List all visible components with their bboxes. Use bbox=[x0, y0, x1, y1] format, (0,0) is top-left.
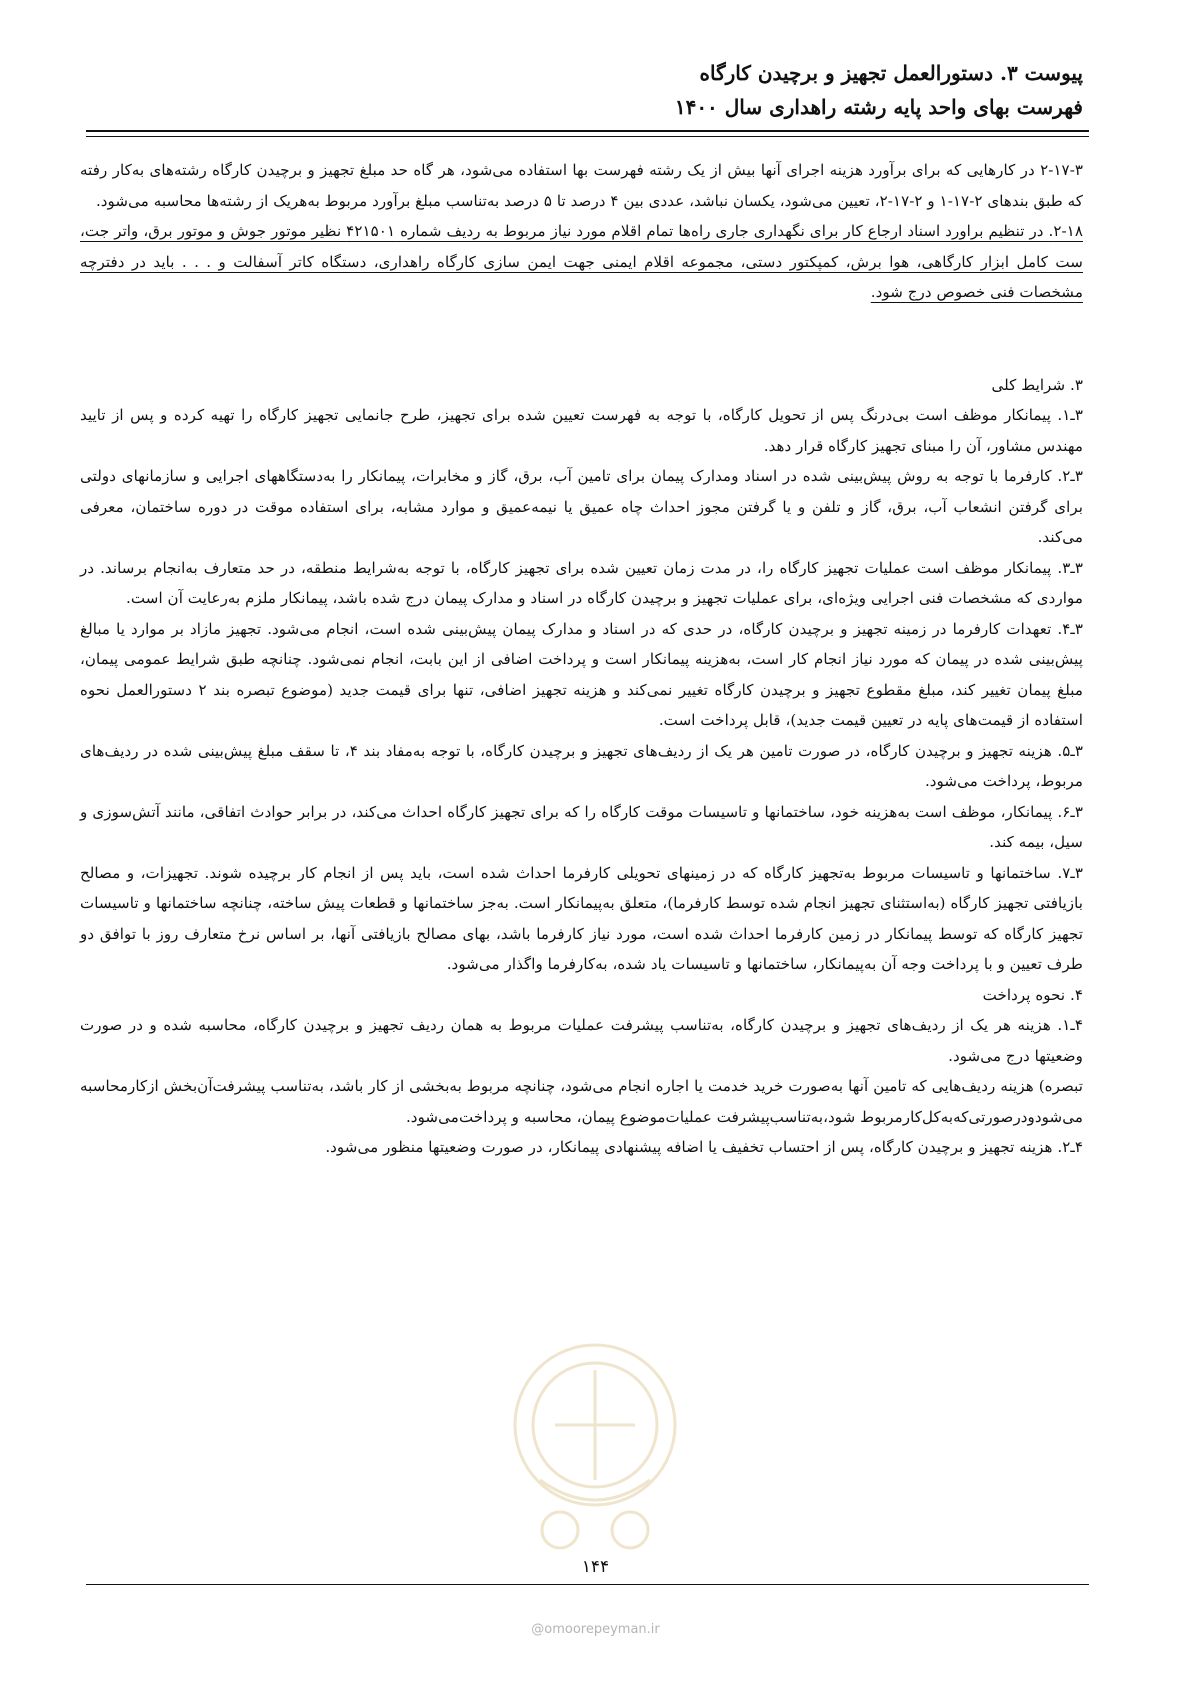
page-body bbox=[80, 155, 1083, 1163]
page-header bbox=[103, 56, 1083, 124]
header-subtitle: فهرست بهای واحد پایه رشته راهداری سال ۱۴۰۰ bbox=[674, 95, 1083, 119]
header-title: پیوست ۳. دستورالعمل تجهیز و برچیدن کارگاه bbox=[699, 61, 1083, 85]
paragraph-2-18: ۲-۱۸. در تنظیم براورد اسناد ارجاع کار برای نگهداری جاری راه‌ها تمام اقلام مورد نیاز مربوط به ردیف شماره ۴۲۱۵۰۱ نظیر موتور جوش و موتور برق، واتر جت، ست کامل ابزار کارگاهی، هوا برش، کمپکتور دستی، مجموعه اقلام ایمنی جهت ایمن سازی کارگاه راهداری، دستگاه کاتر آسفالت و . . . باید در دفترچه مشخصات فنی خصوص درج شود. bbox=[80, 222, 1083, 301]
item-4-2: ۴ـ۲. هزینه تجهیز و برچیدن کارگاه، پس از احتساب تخفیف یا اضافه پیشنهادی پیمانکار، در صورت وضعیتها منظور می‌شود. bbox=[325, 1138, 1083, 1156]
item-4-1: ۴ـ۱. هزینه هر یک از ردیف‌های تجهیز و برچیدن کارگاه، به‌تناسب پیشرفت عملیات مربوط به همان ردیف تجهیز و برچیدن کارگاه، محاسبه شده و در صورت وضعیتها درج می‌شود. bbox=[80, 1016, 1083, 1065]
item-3-5: ۳ـ۵. هزینه تجهیز و برچیدن کارگاه، در صورت تامین هر یک از ردیف‌های تجهیز و برچیدن کارگاه، با توجه به‌مفاد بند ۴، تا سقف مبلغ پیش‌بینی شده در ردیف‌های مربوط، پرداخت می‌شود. bbox=[80, 741, 1084, 790]
item-3-2: ۳ـ۲. کارفرما با توجه به روش پیش‌بینی شده در اسناد ومدارک پیمان برای تامین آب، برق، گاز و مخابرات، پیمانکار را به‌دستگاههای اجرایی و سازمانهای دولتی برای گرفتن انشعاب آب، برق، گاز و تلفن و یا گرفتن مجوز احداث چاه عمیق یا نیمه‌عمیق و موارد مشابه، برای استفاده موقت در دوره ساختمان، معرفی می‌کند. bbox=[80, 467, 1083, 546]
section-4-title: ۴. نحوه پرداخت bbox=[982, 985, 1083, 1004]
header-rule bbox=[86, 130, 1089, 137]
item-3-6: ۳ـ۶. پیمانکار، موظف است به‌هزینه خود، ساختمانها و تاسیسات موقت کارگاه را که برای تجهیز کارگاه احداث می‌کند، در برابر حوادث اتفاقی، مانند آتش‌سوزی و سیل، بیمه کند. bbox=[80, 802, 1083, 851]
item-3-3: ۳ـ۳. پیمانکار موظف است عملیات تجهیز کارگاه را، در مدت زمان تعیین شده برای تجهیز کارگاه، با توجه به‌شرایط منطقه، در حد متعارف به‌انجام برساند. در مواردی که مشخصات فنی اجرایی ویژه‌ای، برای عملیات تجهیز و برچیدن کارگاه در اسناد و مدارک پیمان درج شده باشد، پیمانکار ملزم به‌رعایت آن است. bbox=[80, 558, 1083, 607]
item-3-4: ۳ـ۴. تعهدات کارفرما در زمینه تجهیز و برچیدن کارگاه، در حدی که در اسناد و مدارک پیمان پیش‌بینی شده است، انجام می‌شود. تجهیز مازاد بر موارد یا مبالغ پیش‌بینی شده در پیمان که مورد نیاز انجام کار است، به‌هزینه پیمانکار است و پرداخت اضافی از این بابت، انجام نمی‌شود. چنانچه طبق شرایط عمومی پیمان، مبلغ پیمان تغییر کند، مبلغ مقطوع تجهیز و برچیدن کارگاه تغییر نمی‌کند و هزینه تجهیز اضافی، تنها برای قیمت جدید (موضوع تبصره بند ۲ دستورالعمل نحوه استفاده از قیمت‌های پایه در تعیین قیمت جدید)، قابل پرداخت است. bbox=[80, 619, 1084, 729]
spacer bbox=[80, 308, 1083, 370]
site-watermark-text: @omoorepeyman.ir bbox=[531, 1622, 660, 1637]
seal-watermark-icon bbox=[500, 1330, 690, 1560]
paragraph-2-17-3: ۲-۱۷-۳ در کارهایی که برای برآورد هزینه اجرای آنها بیش از یک رشته فهرست بها استفاده می‌شود، هر گاه حد مبلغ تجهیز و برچیدن کارگاه رشته‌های به‌کار رفته که طبق بندهای ۲-۱۷-۱ و ۲-۱۷-۲، تعیین می‌شود، یکسان نباشد، عددی بین ۴ درصد تا ۵ درصد به‌تناسب مبلغ برآورد مربوط به‌هریک از رشته‌ها محاسبه می‌شود. bbox=[80, 161, 1083, 210]
page-number: ۱۴۴ bbox=[581, 1557, 610, 1577]
section-3-title: ۳. شرایط کلی bbox=[991, 375, 1083, 394]
item-4-note: تبصره) هزینه ردیف‌هایی که تامین آنها به‌صورت خرید خدمت یا اجاره انجام می‌شود، چنانچه مربوط به‌بخشی از کار باشد، به‌تناسب پیشرفت‌آن‌بخش ازکارمحاسبه می‌شودودرصورتی‌که‌به‌کل‌کارمربوط شود،به‌تناسب‌پیشرفت عملیات‌موضوع پیمان، محاسبه و پرداخت‌می‌شود. bbox=[80, 1077, 1083, 1126]
footer-rule bbox=[86, 1584, 1089, 1585]
item-3-1: ۳ـ۱. پیمانکار موظف است بی‌درنگ پس از تحویل کارگاه، با توجه به فهرست تعیین شده برای تجهیز، طرح جانمایی تجهیز کارگاه را تهیه کرده و پس از تایید مهندس مشاور، آن را مبنای تجهیز کارگاه قرار دهد. bbox=[80, 406, 1083, 455]
item-3-7: ۳ـ۷. ساختمانها و تاسیسات مربوط به‌تجهیز کارگاه که در زمینهای تحویلی کارفرما احداث شده است، باید پس از انجام کار برچیده شوند. تجهیزات، و مصالح بازیافتی تجهیز کارگاه (به‌استثنای تجهیز انجام شده توسط کارفرما)، متعلق به‌پیمانکار است. به‌جز ساختمانها و قطعات پیش ساخته، چنانچه ساختمانها و تاسیسات تجهیز کارگاه که توسط پیمانکار در زمین کارفرما احداث شده است، مورد نیاز کارفرما باشد، بهای مصالح بازیافتی آنها، بر اساس نرخ متعارف روز با توافق دو طرف تعیین و با پرداخت وجه آن به‌پیمانکار، ساختمانها و تاسیسات یاد شده، به‌کارفرما واگذار می‌شود. bbox=[80, 863, 1083, 973]
